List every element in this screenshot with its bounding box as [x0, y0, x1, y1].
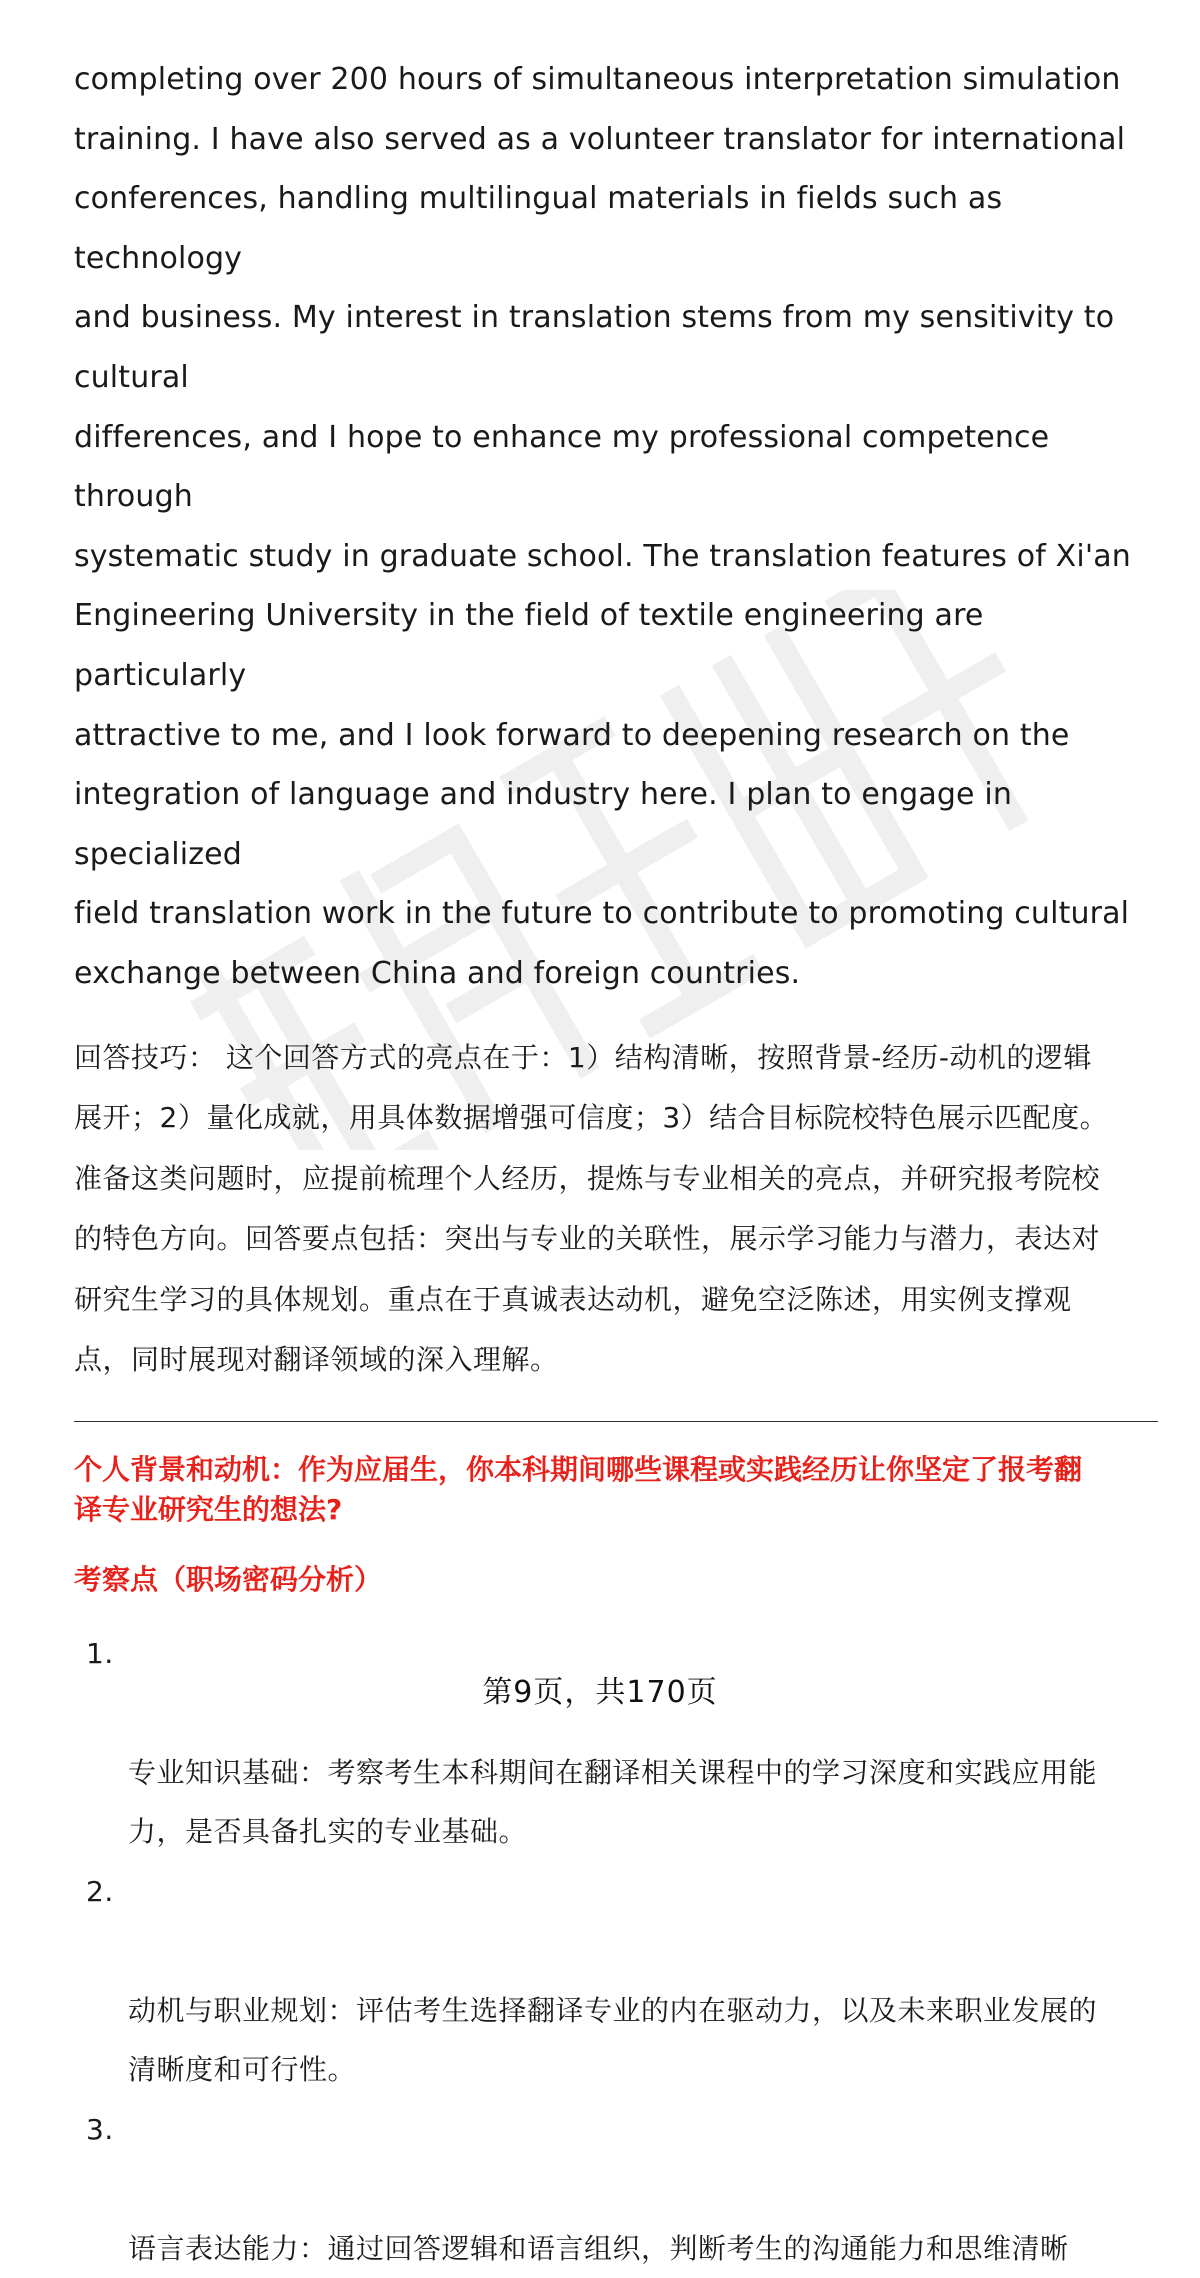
document-page: [74, 50, 1158, 2278]
list-item-number: 3.: [86, 2100, 114, 2160]
english-answer-paragraph: completing over 200 hours of simultaneous interpretation simulation training. I have also served as a volunteer translator for international conferences, handling multilingual materials in fields such as technology and business. My interest in translation stems from my sensitivity to cultural differences, and I hope to enhance my professional competence through systematic study in graduate school. The translation features of Xi'an Engineering University in the field of textile engineering are particularly attractive to me, and I look forward to deepening research on the integration of language and industry here. I plan to engage in specialized field translation work in the future to contribute to promoting cultural exchange between China and foreign countries.: [74, 50, 1158, 1004]
list-item: [74, 1862, 1158, 2100]
question-heading: 个人背景和动机：作为应届生，你本科期间哪些课程或实践经历让你坚定了报考翻 译专业研究生的想法?: [74, 1450, 1158, 1530]
list-item-number: 2.: [86, 1862, 114, 1922]
section-divider: [74, 1421, 1158, 1422]
list-item-text: 语言表达能力：通过回答逻辑和语言组织，判断考生的沟通能力和思维清晰: [128, 2232, 1069, 2265]
list-item: [74, 2100, 1158, 2278]
assessment-points-list: [74, 1624, 1158, 2278]
list-item-text: 动机与职业规划：评估考生选择翻译专业的内在驱动力，以及未来职业发展的 清晰度和可行性。: [128, 1994, 1097, 2087]
list-item: [74, 1624, 1158, 1862]
list-item-number: 1.: [86, 1624, 114, 1684]
answer-tips-paragraph: 回答技巧： 这个回答方式的亮点在于：1）结构清晰，按照背景-经历-动机的逻辑 展开；2）量化成就，用具体数据增强可信度；3）结合目标院校特色展示匹配度。 准备这类问题时，应提前梳理个人经历，提炼与专业相关的亮点，并研究报考院校 的特色方向。回答要点包括：突出与专业的关联性，展示学习能力与潜力，表达对 研究生学习的具体规划。重点在于真诚表达动机，避免空泛陈述，用实例支撑观 点，同时展现对翻译领域的深入理解。: [74, 1028, 1158, 1391]
list-item-text: 专业知识基础：考察考生本科期间在翻译相关课程中的学习深度和实践应用能 力，是否具备扎实的专业基础。: [128, 1756, 1097, 1849]
page-indicator: 第9页，共170页: [0, 1672, 1200, 1714]
assessment-heading: 考察点（职场密码分析）: [74, 1560, 1158, 1600]
